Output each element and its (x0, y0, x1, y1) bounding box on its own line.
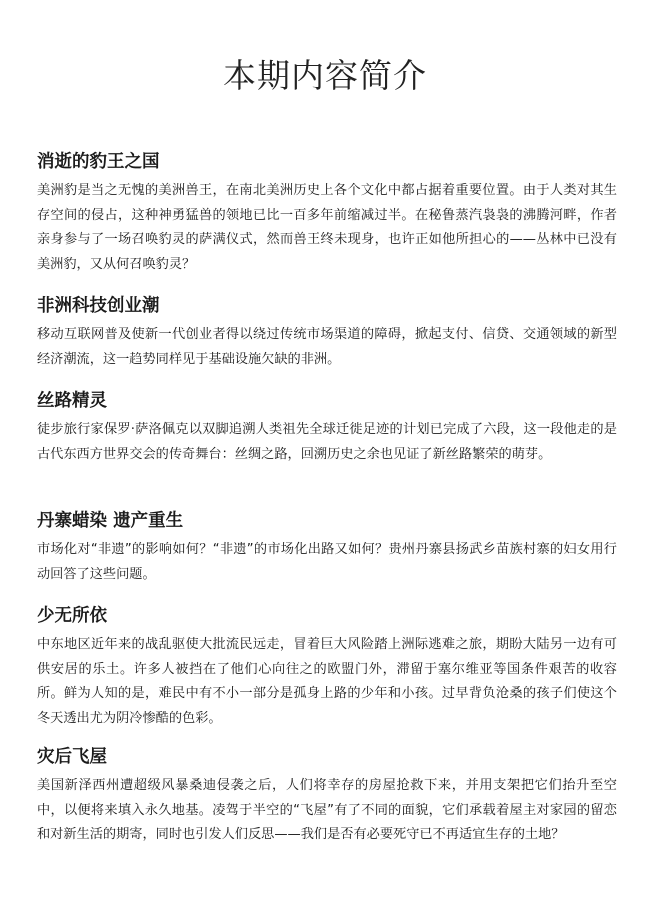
section-refugee-children (37, 604, 617, 731)
section-jaguar (37, 150, 617, 277)
section-title: 少无所依 (37, 606, 107, 626)
section-body: 美国新泽西州遭超级风暴桑迪侵袭之后，人们将幸存的房屋抢救下来，并用支架把它们抬升至空中，以便将来填入永久地基。凌驾于半空的“飞屋”有了不同的面貌，它们承载着屋主对家园的留恋和对新生活的期寄，同时也引发人们反思——我们是否有必要死守已不再适宜生存的土地？ (37, 778, 617, 842)
section-silk-road (37, 389, 617, 467)
section-body: 美洲豹是当之无愧的美洲兽王，在南北美洲历史上各个文化中都占据着重要位置。由于人类对其生存空间的侵占，这种神勇猛兽的领地已比一百多年前缩减过半。在秘鲁蒸汽袅袅的沸腾河畔，作者亲身参与了一场召唤豹灵的萨满仪式，然而兽王终未现身，也许正如他所担心的——丛林中已没有美洲豹，又从何召唤豹灵？ (37, 183, 617, 272)
section-title: 丝路精灵 (37, 391, 107, 411)
page-title: 本期内容简介 (223, 56, 427, 95)
section-body: 徒步旅行家保罗·萨洛佩克以双脚追溯人类祖先全球迁徙足迹的计划已完成了六段，这一段他走的是古代东西方世界交会的传奇舞台：丝绸之路，回溯历史之余也见证了新丝路繁荣的萌芽。 (37, 422, 617, 462)
section-title: 丹寨蜡染 遗产重生 (37, 511, 184, 531)
section-flying-houses (37, 745, 617, 848)
section-body: 市场化对“非遗”的影响如何？“非遗”的市场化出路又如何？贵州丹寨县扬武乡苗族村寨的妇女用行动回答了这些问题。 (37, 542, 617, 582)
section-africa-tech (37, 294, 617, 372)
section-danzhai-batik (37, 509, 617, 587)
section-title: 灾后飞屋 (37, 747, 107, 767)
section-body: 中东地区近年来的战乱驱使大批流民远走，冒着巨大风险踏上洲际逃难之旅，期盼大陆另一边有可供安居的乐土。许多人被挡在了他们心向往之的欧盟门外，滞留于塞尔维亚等国条件艰苦的收容所。鲜为人知的是，难民中有不小一部分是孤身上路的少年和小孩。过早背负沧桑的孩子们使这个冬天透出尤为阴冷惨酷的色彩。 (37, 637, 617, 726)
section-title: 非洲科技创业潮 (37, 296, 160, 316)
section-body: 移动互联网普及使新一代创业者得以绕过传统市场渠道的障碍，掀起支付、信贷、交通领域的新型经济潮流，这一趋势同样见于基础设施欠缺的非洲。 (37, 327, 617, 367)
section-title: 消逝的豹王之国 (37, 152, 160, 172)
